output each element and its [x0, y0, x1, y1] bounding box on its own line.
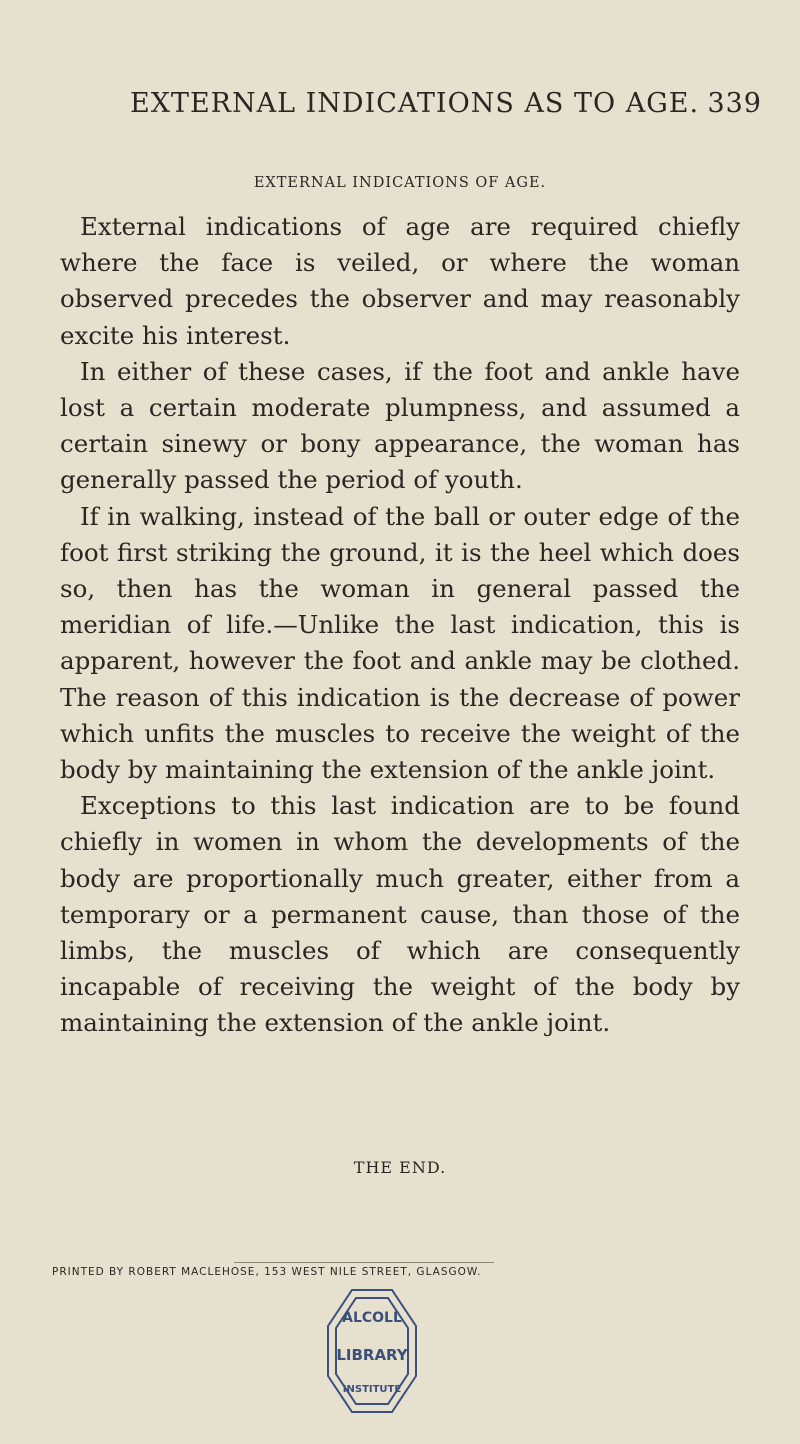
- paragraph: External indications of age are required chiefly where the face is veiled, or where the woman observed precedes the observer and may reasonably excite his interest.: [60, 212, 740, 350]
- the-end: THE END.: [353, 1158, 447, 1177]
- section-title: EXTERNAL INDICATIONS OF AGE.: [253, 175, 547, 191]
- paragraph: If in walking, instead of the ball or outer edge of the foot first striking the ground, it is the heel which does so, then has the woman in general passed the meridian of life.—Unlike the last indication, this is apparent, however the foot and ankle may be clothed. The reason of this indication is the decrease of power which unfits the muscles to receive the weight of the body by maintaining the extension of the ankle joint.: [60, 501, 740, 785]
- stamp-bottom-text: INSTITUTE: [342, 1384, 402, 1395]
- paragraph: Exceptions to this last indication are to be found chiefly in women in whom the developments of the body are proportionally much greater, either from a temporary or a permanent cause, than those of the limbs, the muscles of which are consequently incapable of receiving the weight of the body by maintaining the extension of the ankle joint.: [60, 791, 740, 1038]
- stamp-top-text: ALCOLL: [342, 1310, 402, 1326]
- library-stamp: [316, 1266, 424, 1434]
- imprint-text: PRINTED BY ROBERT MACLEHOSE, 153 WEST NILE STREET, GLASGOW.: [52, 1266, 482, 1278]
- body-text: [60, 209, 740, 1042]
- running-title: EXTERNAL INDICATIONS AS TO AGE.: [130, 88, 700, 119]
- page-number: 339: [707, 88, 762, 119]
- imprint-rule: [234, 1262, 494, 1263]
- running-head: [130, 88, 770, 119]
- paragraph: In either of these cases, if the foot and ankle have lost a certain moderate plumpness, and assumed a certain sinewy or bony appearance, the woman has generally passed the period of youth.: [60, 356, 740, 495]
- stamp-middle-text: LIBRARY: [336, 1346, 408, 1364]
